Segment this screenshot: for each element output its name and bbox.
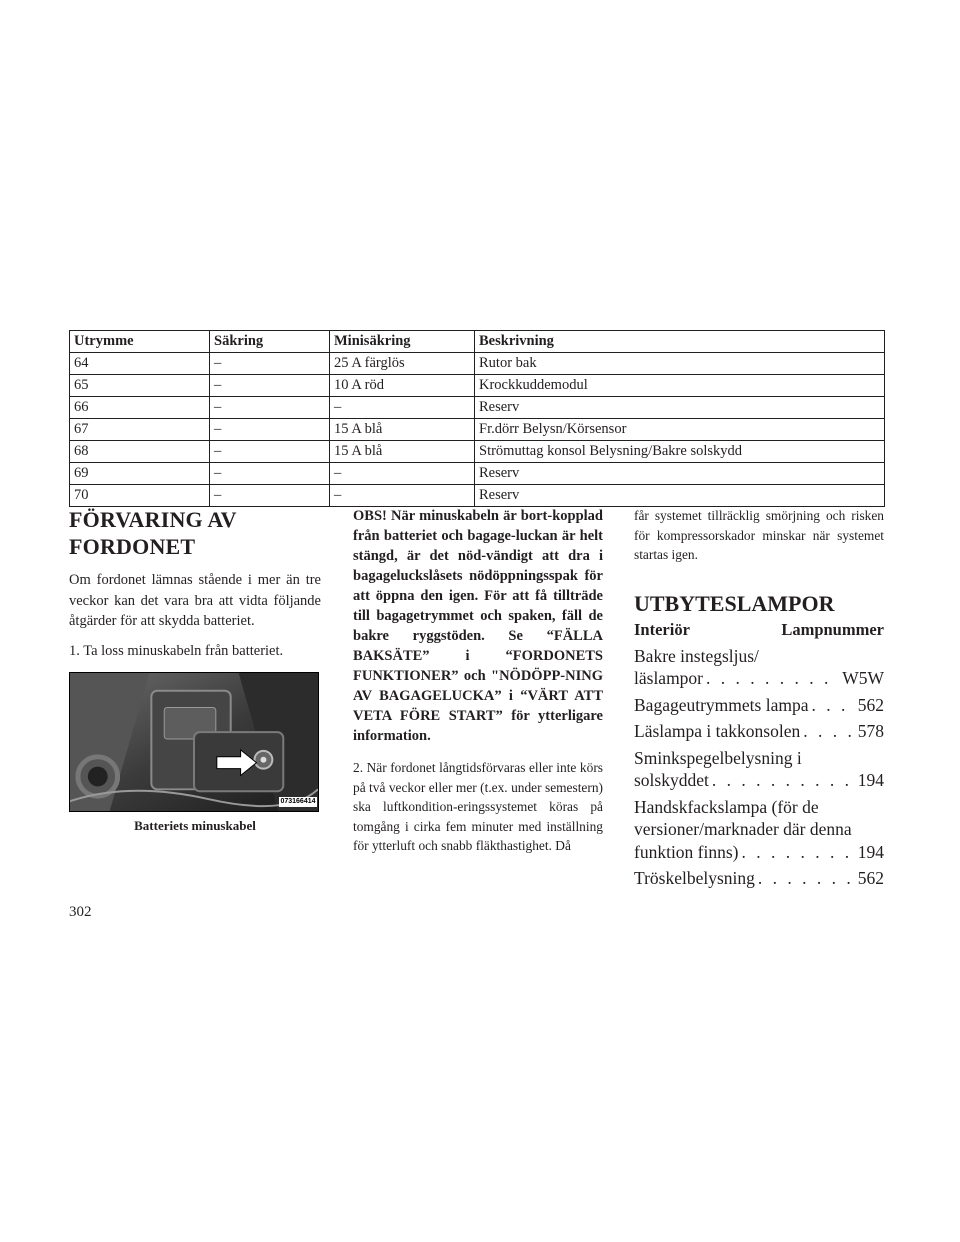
battery-figure <box>69 672 321 834</box>
column-left <box>69 506 321 834</box>
lamp-number: 194 <box>857 841 884 862</box>
section-heading: UTBYTESLAMPOR <box>634 590 835 616</box>
table-cell: – <box>210 463 330 485</box>
lamp-item <box>634 796 884 864</box>
lamp-table-header <box>634 619 884 641</box>
lamp-number: 562 <box>857 694 884 715</box>
lamp-item <box>634 694 884 717</box>
heading-line: FORDONET <box>69 534 196 559</box>
table-cell: 25 A färglös <box>330 353 475 375</box>
dot-leader <box>758 867 855 890</box>
dot-leader <box>712 769 855 792</box>
intro-paragraph: Om fordonet lämnas stående i mer än tre veckor kan det vara bra att vidta följande åtgärder för att skydda batteriet. <box>69 572 321 629</box>
table-cell: 15 A blå <box>330 419 475 441</box>
table-cell: 10 A röd <box>330 375 475 397</box>
table-row <box>70 375 885 397</box>
table-row <box>70 419 885 441</box>
lamp-item <box>634 867 884 890</box>
table-row <box>70 353 885 375</box>
table-row <box>70 397 885 419</box>
table-cell: – <box>330 463 475 485</box>
table-cell: Rutor bak <box>475 353 885 375</box>
column-header: Minisäkring <box>330 331 475 353</box>
table-row <box>70 441 885 463</box>
column-header: Utrymme <box>70 331 210 353</box>
column-middle <box>353 506 603 856</box>
table-cell: – <box>210 419 330 441</box>
lamp-item <box>634 645 884 690</box>
table-cell: 69 <box>70 463 210 485</box>
table-cell: 70 <box>70 485 210 507</box>
table-header-row <box>70 331 885 353</box>
table-cell: – <box>330 485 475 507</box>
table-cell: – <box>330 397 475 419</box>
lamp-item-pre: Handskfackslampa (för de versioner/marknader där denna <box>634 796 852 839</box>
heading-line: FÖRVARING AV <box>69 507 237 532</box>
lamp-number: 562 <box>857 868 884 888</box>
lamp-item-name: funktion finns) <box>634 841 739 862</box>
table-cell: 15 A blå <box>330 441 475 463</box>
lamp-item-name: solskyddet <box>634 770 709 790</box>
table-row <box>70 485 885 507</box>
table-cell: – <box>210 397 330 419</box>
dot-leader <box>706 667 839 690</box>
table-cell: 65 <box>70 375 210 397</box>
dot-leader <box>803 720 855 743</box>
step-2-paragraph: 2. När fordonet långtidsförvaras eller inte körs på två veckor eller mer (t.ex. under semestern) ska luftkondition-eringssystemet köras på tomgång i cirka fem minuter med inställning för ytterluft och snabb fläkthastighet. Då <box>353 760 603 853</box>
lamp-number: 578 <box>857 721 884 741</box>
column-header: Säkring <box>210 331 330 353</box>
lamp-item <box>634 720 884 743</box>
lamp-item-pre: Bakre instegsljus/ <box>634 645 759 666</box>
figure-caption: Batteriets minuskabel <box>134 818 256 833</box>
table-cell: Strömuttag konsol Belysning/Bakre solskydd <box>475 441 885 463</box>
figure-id-label: 073166414 <box>280 798 316 805</box>
column-right <box>634 506 884 890</box>
battery-photo <box>69 672 319 812</box>
table-cell: – <box>210 441 330 463</box>
table-cell: Fr.dörr Belysn/Körsensor <box>475 419 885 441</box>
table-cell: Reserv <box>475 485 885 507</box>
table-cell: 67 <box>70 419 210 441</box>
lamp-item-name: Bagageutrymmets lampa <box>634 694 809 715</box>
section-heading <box>69 506 321 560</box>
lamp-number: W5W <box>842 668 884 688</box>
column-header: Beskrivning <box>475 331 885 353</box>
table-cell: Reserv <box>475 463 885 485</box>
table-cell: – <box>210 353 330 375</box>
table-cell: – <box>210 485 330 507</box>
lamp-item <box>634 747 884 792</box>
lamp-item-name: Tröskelbelysning <box>634 868 755 888</box>
lamp-item-pre: Sminkspegelbelysning i <box>634 747 802 768</box>
fuse-table <box>69 330 885 507</box>
lamp-column-left: Interiör <box>634 619 690 639</box>
table-cell: Krockkuddemodul <box>475 375 885 397</box>
obs-note: OBS! När minuskabeln är bort-kopplad från batteriet och bagage-luckan är helt stängd, är det nöd-vändigt att dra i bagageluckslåsets nödöppningsspak för att öppna den igen. För att få tillträde till bagagetrymmet och spaken, fäll de bakre ryggstöden. Se “FÄLLA BAKSÄTE” i “FORDONETS FUNKTIONER” och "NÖDÖPP-NING AV BAGAGELUCKA” i “VÄRT ATT VETA FÖRE START” för ytterligare information. <box>353 508 603 744</box>
lamp-item-name: Läslampa i takkonsolen <box>634 721 801 741</box>
table-cell: Reserv <box>475 397 885 419</box>
lamp-number: 194 <box>857 770 884 790</box>
lamp-item-name: läslampor <box>634 668 704 688</box>
dot-leader <box>811 694 854 717</box>
step-1-paragraph: 1. Ta loss minuskabeln från batteriet. <box>69 642 284 659</box>
table-cell: 66 <box>70 397 210 419</box>
lamp-column-right: Lampnummer <box>781 619 884 639</box>
table-row <box>70 463 885 485</box>
dot-leader <box>742 841 855 864</box>
table-cell: 64 <box>70 353 210 375</box>
page-number: 302 <box>69 904 92 920</box>
table-cell: – <box>210 375 330 397</box>
step-2-continuation: får systemet tillräcklig smörjning och risken för kompressorskador minskar när systemet startas igen. <box>634 508 884 562</box>
table-cell: 68 <box>70 441 210 463</box>
